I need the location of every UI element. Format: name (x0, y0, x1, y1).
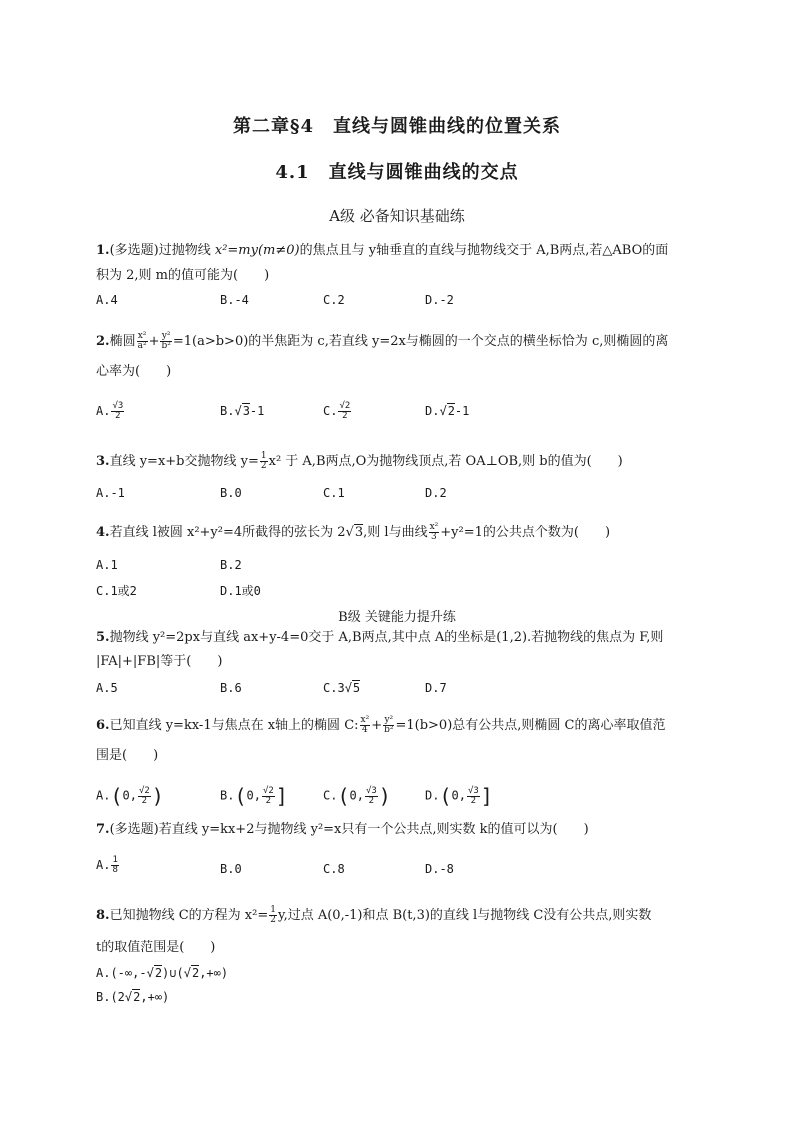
q7-option-a[interactable]: A. $\frac{1}{8}$ (96, 855, 118, 875)
q5-option-c[interactable]: C.3√5 (323, 681, 361, 695)
q6-option-c[interactable]: C.(0, $\frac{√3}{2}$ ) (323, 784, 391, 808)
question-1-line2: 积为 2,则 m的值可能为( ) (96, 268, 270, 283)
question-5-line2: |FA|+|FB|等于( ) (96, 654, 223, 669)
q6-option-b[interactable]: B.(0, $\frac{√2}{2}$ ] (220, 784, 288, 808)
question-2: 2.椭圆 $\frac{\text{x²}}{\text{a²}}$ + $\frac{\text{y²}}{\text{b²}}$ =1(a>b>0)的半焦距为 c,若直线 y=2x与椭圆的一个交点的横坐标恰为 c,则椭圆的离 (96, 331, 669, 351)
q3-option-c[interactable]: C.1 (323, 486, 345, 500)
q2-option-a[interactable]: A. $\frac{√3}{2}$ (96, 401, 124, 421)
level-a-heading: A级 必备知识基础练 (329, 207, 465, 225)
q1-option-d[interactable]: D.-2 (425, 293, 454, 307)
q7-option-b[interactable]: B.0 (220, 862, 242, 876)
question-3: 3.直线 y=x+b交抛物线 y= $\frac{1}{2}$ x² 于 A,B两点,O为抛物线顶点,若 OA⊥OB,则 b的值为( ) (96, 451, 623, 471)
q1-option-c[interactable]: C.2 (323, 293, 345, 307)
q3-option-d[interactable]: D.2 (425, 486, 447, 500)
q7-option-c[interactable]: C.8 (323, 862, 345, 876)
q5-option-b[interactable]: B.6 (220, 681, 242, 695)
q7-option-d[interactable]: D.-8 (425, 862, 454, 876)
question-4: 4.若直线 l被圆 x²+y²=4所截得的弦长为 2√3,则 l与曲线 $\frac{\text{x²}}{3}$ +y²=1的公共点个数为( ) (96, 522, 611, 542)
q4-option-d[interactable]: D.1或0 (220, 584, 261, 598)
question-6: 6.已知直线 y=kx-1与焦点在 x轴上的椭圆 C: $\frac{\text{x²}}{4}$ + $\frac{\text{y²}}{\text{b²}}$ =1(b>0)总有公共点,则椭圆 C的离心率取值范 (96, 715, 666, 735)
question-6-line2: 围是( ) (96, 748, 159, 763)
level-b-heading: B级 关键能力提升练 (338, 610, 456, 625)
q5-option-a[interactable]: A.5 (96, 681, 118, 695)
question-8-line2: t的取值范围是( ) (96, 940, 216, 955)
q2-option-c[interactable]: C. $\frac{√2}{2}$ (323, 401, 351, 421)
q6-option-a[interactable]: A.(0, $\frac{√2}{2}$ ) (96, 784, 164, 808)
q4-option-a[interactable]: A.1 (96, 558, 118, 572)
q2-option-d[interactable]: D.√2-1 (425, 404, 470, 418)
q5-option-d[interactable]: D.7 (425, 681, 447, 695)
question-7: 7.(多选题)若直线 y=kx+2与抛物线 y²=x只有一个公共点,则实数 k的值可以为( ) (96, 822, 589, 837)
q2-option-b[interactable]: B.√3-1 (220, 404, 265, 418)
q3-option-b[interactable]: B.0 (220, 486, 242, 500)
q6-option-d[interactable]: D.(0, $\frac{√3}{2}$ ] (425, 784, 493, 808)
question-2-line2: 心率为( ) (96, 364, 172, 379)
question-5: 5.抛物线 y²=2px与直线 ax+y-4=0交于 A,B两点,其中点 A的坐标是(1,2).若抛物线的焦点为 F,则 (96, 630, 664, 645)
q4-option-b[interactable]: B.2 (220, 558, 242, 572)
q3-option-a[interactable]: A.-1 (96, 486, 125, 500)
q8-option-a[interactable]: A.(-∞,-√2)∪(√2,+∞) (96, 966, 229, 980)
question-1: 1.(多选题)过抛物线 x²=my(m≠0)的焦点且与 y轴垂直的直线与抛物线交于 A,B两点,若△ABO的面 (96, 243, 669, 258)
q1-option-b[interactable]: B.-4 (220, 293, 249, 307)
q1-option-a[interactable]: A.4 (96, 293, 118, 307)
section-title: 4.1 直线与圆锥曲线的交点 (275, 162, 519, 183)
q8-option-b[interactable]: B.(2√2,+∞) (96, 990, 170, 1004)
chapter-title: 第二章§4 直线与圆锥曲线的位置关系 (233, 116, 561, 137)
question-8: 8.已知抛物线 C的方程为 x²= $\frac{1}{2}$ y,过点 A(0,-1)和点 B(t,3)的直线 l与抛物线 C没有公共点,则实数 (96, 905, 652, 925)
q4-option-c[interactable]: C.1或2 (96, 584, 137, 598)
